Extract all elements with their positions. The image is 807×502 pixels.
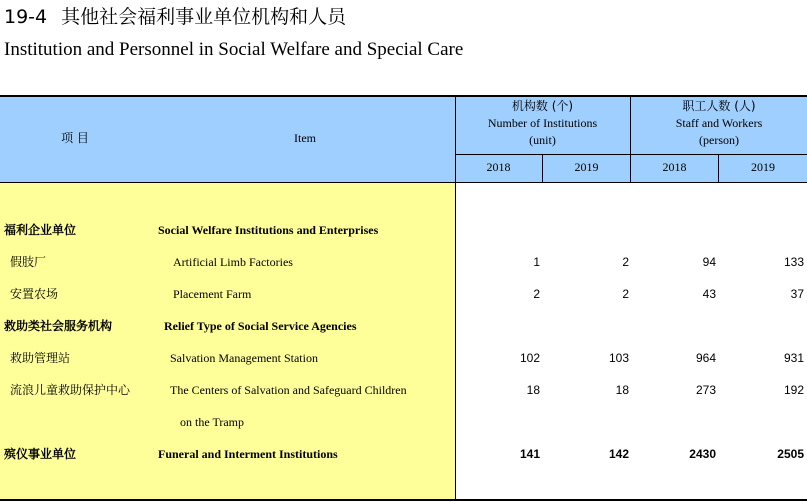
year-2019-staff: 2019 bbox=[751, 160, 775, 174]
year-2018-staff: 2018 bbox=[662, 160, 687, 174]
table-row bbox=[0, 342, 807, 374]
row-label-chinese: 救助管理站 bbox=[10, 351, 71, 365]
row-label-chinese: 流浪儿童救助保护中心 bbox=[10, 383, 131, 397]
page-title-chinese bbox=[4, 4, 346, 30]
title-chinese-text: 其他社会福利事业单位机构和人员 bbox=[61, 6, 347, 28]
row-label-chinese: 安置农场 bbox=[10, 287, 59, 301]
table-row bbox=[0, 374, 807, 406]
row-label-english: Placement Farm bbox=[173, 287, 252, 301]
cell-staff-2018: 2430 bbox=[689, 447, 716, 461]
row-label-chinese: 救助类社会服务机构 bbox=[4, 319, 113, 333]
cell-institutions-2018: 1 bbox=[533, 255, 540, 269]
header-divider bbox=[455, 154, 807, 155]
row-label-english: Relief Type of Social Service Agencies bbox=[164, 319, 357, 333]
institutions-chinese: 机构数 (个) bbox=[511, 99, 574, 113]
cell-institutions-2019: 2 bbox=[622, 255, 629, 269]
staff-chinese: 职工人数 (人) bbox=[682, 99, 756, 113]
row-label-english: Artificial Limb Factories bbox=[173, 255, 293, 269]
row-label-english: Salvation Management Station bbox=[170, 351, 318, 365]
page-title-english: Institution and Personnel in Social Welfare and Special Care bbox=[4, 39, 464, 60]
year-2018-institutions: 2018 bbox=[486, 160, 511, 174]
row-label-chinese: 殡仪事业单位 bbox=[4, 447, 77, 461]
cell-institutions-2018: 2 bbox=[533, 287, 540, 301]
row-label-chinese: 假肢厂 bbox=[10, 255, 47, 269]
table-number: 19-4 bbox=[4, 6, 48, 28]
header-item-english: Item bbox=[294, 131, 316, 145]
row-label-english: Funeral and Interment Institutions bbox=[158, 447, 338, 461]
cell-institutions-2019: 103 bbox=[608, 351, 629, 365]
cell-institutions-2019: 142 bbox=[608, 447, 629, 461]
staff-english: Staff and Workers bbox=[675, 116, 763, 130]
row-label-chinese: 福利企业单位 bbox=[4, 223, 77, 237]
cell-staff-2018: 43 bbox=[702, 287, 716, 301]
table-row bbox=[0, 246, 807, 278]
cell-institutions-2018: 141 bbox=[519, 447, 540, 461]
bottom-rule bbox=[0, 499, 807, 501]
table-row bbox=[0, 278, 807, 310]
cell-staff-2018: 94 bbox=[702, 255, 716, 269]
cell-staff-2019: 192 bbox=[783, 383, 804, 397]
table-row bbox=[0, 406, 807, 438]
cell-staff-2019: 37 bbox=[790, 287, 804, 301]
row-label-english: The Centers of Salvation and Safeguard Children bbox=[170, 383, 407, 397]
staff-unit: (person) bbox=[699, 133, 739, 147]
table-header bbox=[0, 97, 807, 183]
row-label-english: on the Tramp bbox=[180, 415, 245, 429]
header-staff bbox=[631, 98, 807, 149]
institutions-english: Number of Institutions bbox=[487, 116, 598, 130]
header-institutions bbox=[455, 98, 630, 149]
cell-staff-2018: 964 bbox=[695, 351, 716, 365]
table-row bbox=[0, 214, 807, 246]
cell-institutions-2018: 102 bbox=[519, 351, 540, 365]
cell-institutions-2019: 18 bbox=[615, 383, 629, 397]
cell-staff-2019: 133 bbox=[783, 255, 804, 269]
header-item-chinese: 项 目 bbox=[61, 131, 89, 145]
year-2019-institutions: 2019 bbox=[574, 160, 599, 174]
row-label-english: Social Welfare Institutions and Enterprises bbox=[158, 223, 379, 237]
table-row bbox=[0, 310, 807, 342]
institutions-unit: (unit) bbox=[529, 133, 556, 147]
cell-institutions-2019: 2 bbox=[622, 287, 629, 301]
cell-staff-2019: 931 bbox=[783, 351, 804, 365]
cell-staff-2018: 273 bbox=[695, 383, 716, 397]
cell-institutions-2018: 18 bbox=[526, 383, 540, 397]
table-row bbox=[0, 438, 807, 470]
cell-staff-2019: 2505 bbox=[777, 447, 804, 461]
